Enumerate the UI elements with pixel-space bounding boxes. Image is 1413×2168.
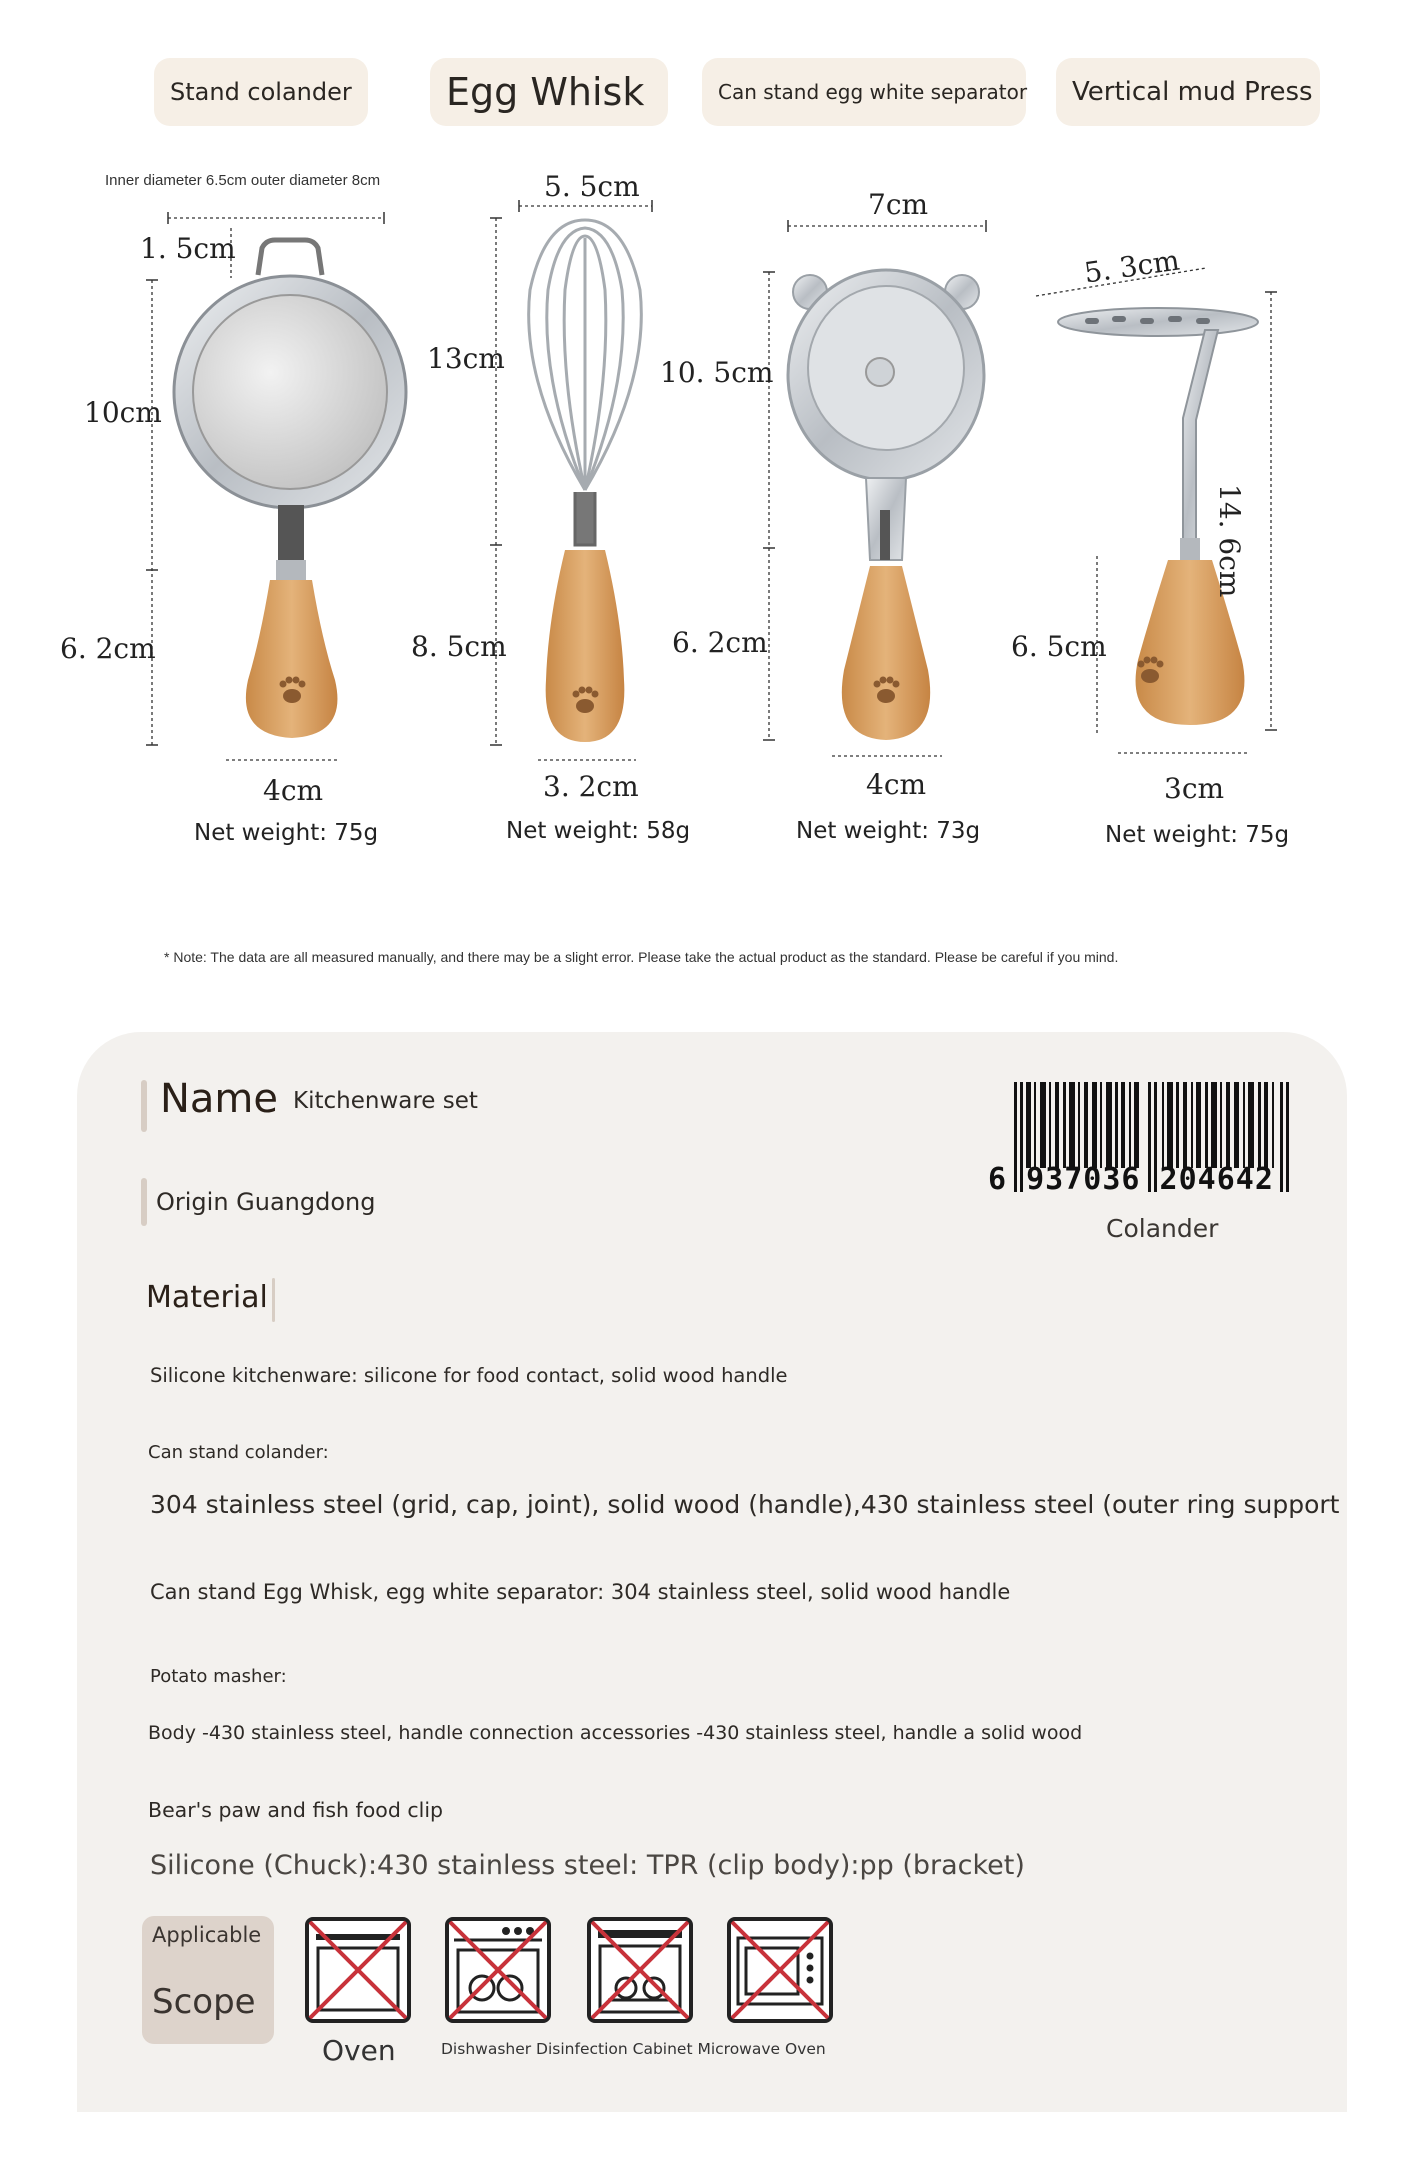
colander-illustration: [174, 240, 406, 738]
scope-big-label: Scope: [152, 1982, 256, 2022]
colander-weight: Net weight: 75g: [194, 820, 379, 846]
oven-icon: [304, 1916, 412, 2024]
material-line: Silicone kitchenware: silicone for food contact, solid wood handle: [150, 1364, 788, 1387]
dishwasher-icon: [444, 1916, 552, 2024]
name-label-bar: [141, 1080, 147, 1132]
colander-head-dimension: 10cm: [84, 396, 162, 429]
whisk-handle: [546, 550, 625, 742]
tab-label: Can stand egg white separator: [718, 80, 1028, 104]
microwave-icon: [726, 1916, 834, 2024]
measurement-note: * Note: The data are all measured manually, and there may be a slight error. Please take the actual product as the standard. Please be careful if you mind.: [164, 949, 1119, 965]
colander-handle-dimension: 6. 2cm: [60, 632, 156, 665]
name-label: Name: [160, 1076, 279, 1122]
material-line: Potato masher:: [150, 1666, 287, 1687]
whisk-weight: Net weight: 58g: [506, 818, 691, 844]
separator-handle-dimension: 6. 2cm: [672, 626, 768, 659]
masher-handle-dimension: 6. 5cm: [1011, 630, 1107, 663]
masher-top-dimension: 5. 3cm: [1082, 243, 1182, 290]
applicable-scope-box: [142, 1916, 274, 2044]
whisk-width-dimension: 3. 2cm: [543, 770, 639, 803]
whisk-head-dimension: 13cm: [427, 342, 505, 375]
material-line: Can stand Egg Whisk, egg white separator: 304 stainless steel, solid wood handle: [150, 1580, 1011, 1604]
colander-hook-dimension: 1. 5cm: [140, 232, 236, 265]
material-line: 304 stainless steel (grid, cap, joint), solid wood (handle),430 stainless steel (outer ring support: [150, 1490, 1340, 1519]
colander-diameter-note: Inner diameter 6.5cm outer diameter 8cm: [105, 172, 381, 189]
separator-weight: Net weight: 73g: [796, 818, 981, 844]
whisk-illustration: [529, 220, 642, 545]
material-line: Bear's paw and fish food clip: [148, 1798, 444, 1822]
material-label: Material: [146, 1280, 268, 1315]
whisk-top-dimension: 5. 5cm: [544, 170, 640, 203]
masher-width-dimension: 3cm: [1164, 772, 1225, 805]
separator-head-dimension: 10. 5cm: [660, 356, 774, 389]
whisk-handle-dimension: 8. 5cm: [411, 630, 507, 663]
origin-label-bar: [141, 1178, 147, 1226]
separator-top-dimension: 7cm: [868, 188, 929, 221]
masher-weight: Net weight: 75g: [1105, 822, 1290, 848]
material-label-bar: [272, 1278, 275, 1322]
material-line: Silicone (Chuck):430 stainless steel: TPR (clip body):pp (bracket): [150, 1850, 1025, 1881]
colander-width-dimension: 4cm: [263, 774, 324, 807]
oven-label: Oven: [322, 2034, 396, 2067]
barcode-number: 6 937036 204642: [988, 1162, 1274, 1197]
tab-label: Stand colander: [170, 78, 352, 106]
separator-width-dimension: 4cm: [866, 768, 927, 801]
product-illustrations: [0, 0, 1413, 950]
masher-total-dimension: 14. 6cm: [1213, 484, 1246, 598]
appliance-labels: Dishwasher Disinfection Cabinet Microwave Oven: [441, 2040, 826, 2058]
tab-label: Egg Whisk: [446, 70, 645, 114]
name-value: Kitchenware set: [293, 1088, 478, 1114]
scope-small-label: Applicable: [152, 1923, 262, 1947]
material-line: Body -430 stainless steel, handle connection accessories -430 stainless steel, handle a solid wood: [148, 1722, 1083, 1744]
tab-label: Vertical mud Press: [1072, 77, 1313, 107]
disinfection-cabinet-icon: [586, 1916, 694, 2024]
material-line: Can stand colander:: [148, 1442, 329, 1463]
origin-text: Origin Guangdong: [156, 1188, 376, 1216]
barcode-caption: Colander: [1106, 1214, 1219, 1243]
separator-illustration: [788, 270, 984, 740]
